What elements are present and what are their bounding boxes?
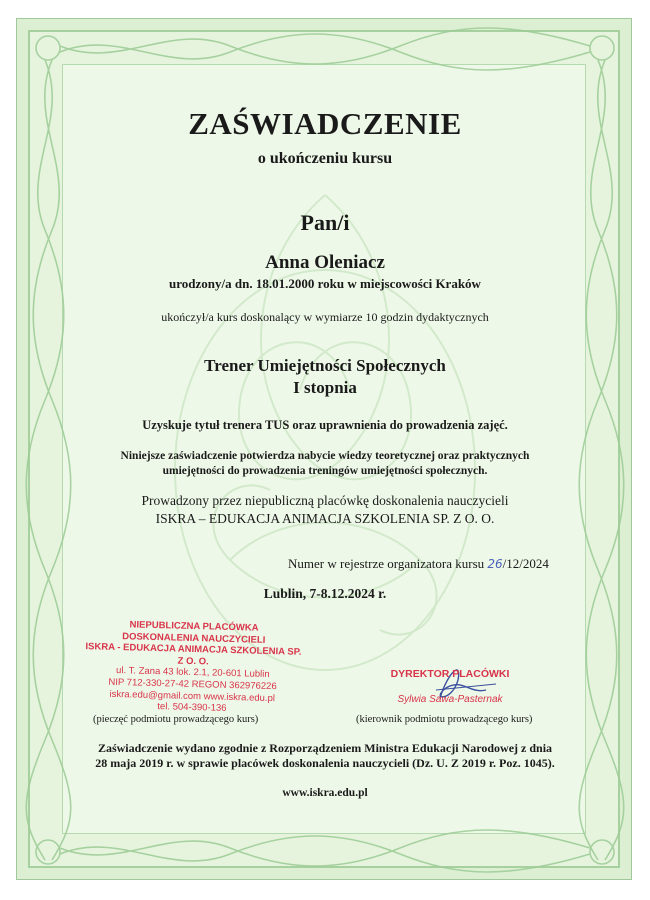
stamp-line: ISKRA - EDUKACJA ANIMACJA SZKOLENIA SP. Z O. O. xyxy=(85,641,302,668)
organizer-line-2: ISKRA – EDUKACJA ANIMACJA SZKOLENIA SP. Z O. O. xyxy=(155,511,495,526)
registry-suffix: /12/2024 xyxy=(502,556,549,571)
stamp-line: NIP 712-330-27-42 REGON 362976226 xyxy=(108,676,277,693)
legal-basis-line-1: Zaświadczenie wydano zgodnie z Rozporządzeniem Ministra Edukacji Narodowej z dnia xyxy=(97,741,553,755)
legal-basis-line-2: 28 maja 2019 r. w sprawie placówek doskonalenia nauczycieli (Dz. U. Z 2019 r. Poz. 1045). xyxy=(95,756,555,770)
organizer-line-1: Prowadzony przez niepubliczną placówkę doskonalenia nauczycieli xyxy=(141,493,509,508)
stamp-line: iskra.edu@gmail.com www.iskra.edu.pl xyxy=(109,688,276,704)
stamp-line: NIEPUBLICZNA PLACÓWKA xyxy=(129,619,259,634)
salutation: Pan/i xyxy=(300,210,350,235)
registry-handwritten-number: 26 xyxy=(487,557,503,571)
director-stamp xyxy=(360,668,540,705)
place-date: Lublin, 7-8.12.2024 r. xyxy=(263,586,387,601)
birth-info: urodzony/a dn. 18.01.2000 roku w miejscowości Kraków xyxy=(169,276,481,291)
course-name: Trener Umiejętności Społecznych xyxy=(204,356,446,375)
director-title: DYREKTOR PLACÓWKI xyxy=(390,668,510,680)
title-granted: Uzyskuje tytuł trenera TUS oraz uprawnienia do prowadzenia zajęć. xyxy=(142,418,508,432)
recipient-name: Anna Oleniacz xyxy=(265,252,385,273)
registry-label: Numer w rejestrze organizatora kursu xyxy=(288,556,485,571)
left-signature-caption: (pieczęć podmiotu prowadzącego kurs) xyxy=(93,714,259,725)
confirmation-line-1: Niniejsze zaświadczenie potwierdza nabycie wiedzy teoretycznej oraz praktycznych xyxy=(120,450,530,462)
certificate-title: ZAŚWIADCZENIE xyxy=(188,106,462,141)
stamp-line: DOSKONALENIA NAUCZYCIELI xyxy=(122,630,266,646)
stamp-line: tel. 504-390-136 xyxy=(157,701,227,715)
stamp-line: ul. T. Zana 43 lok. 2.1, 20-601 Lublin xyxy=(115,665,270,681)
course-level: I stopnia xyxy=(293,378,357,397)
director-name: Sylwia Sawa-Pasternak xyxy=(397,694,503,705)
certificate-subtitle: o ukończeniu kursu xyxy=(257,150,393,167)
website: www.iskra.edu.pl xyxy=(282,787,368,799)
completion-info: ukończył/a kurs doskonalący w wymiarze 10 godzin dydaktycznych xyxy=(161,310,489,324)
right-signature-caption: (kierownik podmiotu prowadzącego kurs) xyxy=(356,714,533,725)
confirmation-line-2: umiejętności do prowadzenia treningów umiejętności społecznych. xyxy=(162,465,488,477)
